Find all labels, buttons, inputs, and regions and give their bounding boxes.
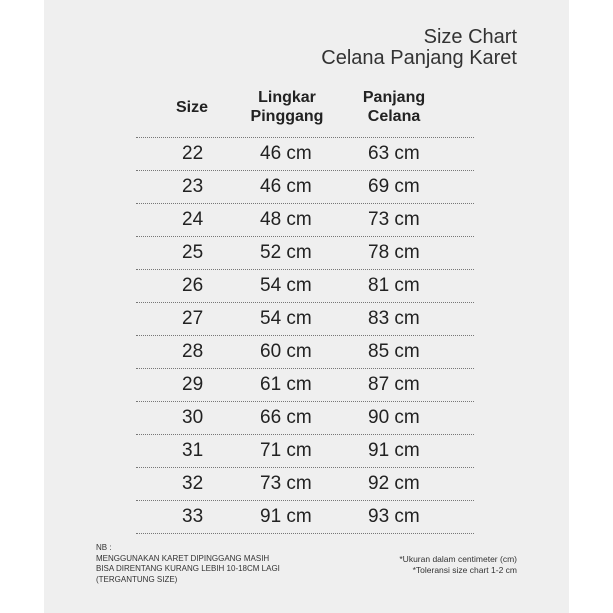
- cell-size: 27: [182, 308, 204, 329]
- table-body: [136, 137, 474, 534]
- cell-size: 25: [182, 242, 204, 263]
- cell-length: 63 cm: [368, 143, 420, 164]
- cell-waist: 73 cm: [260, 473, 312, 494]
- header-size: Size: [176, 99, 209, 116]
- table-row: [136, 269, 474, 302]
- cell-length: 93 cm: [368, 506, 420, 527]
- cell-length: 73 cm: [368, 209, 420, 230]
- cell-length: 85 cm: [368, 341, 420, 362]
- cell-waist: 54 cm: [260, 308, 312, 329]
- table-row: [136, 500, 474, 534]
- cell-length: 91 cm: [368, 440, 420, 461]
- header-waist: [244, 88, 330, 126]
- table-row: [136, 401, 474, 434]
- cell-waist: 54 cm: [260, 275, 312, 296]
- cell-size: 33: [182, 506, 204, 527]
- cell-length: 81 cm: [368, 275, 420, 296]
- cell-size: 26: [182, 275, 204, 296]
- cell-size: 22: [182, 143, 204, 164]
- table-row: [136, 335, 474, 368]
- cell-size: 23: [182, 176, 204, 197]
- table-header: [136, 88, 474, 136]
- cell-size: 31: [182, 440, 204, 461]
- chart-subtitle: Celana Panjang Karet: [321, 47, 517, 69]
- cell-length: 87 cm: [368, 374, 420, 395]
- header-length-line1: Panjang: [362, 89, 426, 106]
- note-line: BISA DIRENTANG KURANG LEBIH 10-18CM LAGI: [96, 564, 280, 573]
- table-row: [136, 467, 474, 500]
- cell-waist: 71 cm: [260, 440, 312, 461]
- table-row: [136, 368, 474, 401]
- table-row: [136, 203, 474, 236]
- cell-waist: 66 cm: [260, 407, 312, 428]
- cell-waist: 48 cm: [260, 209, 312, 230]
- cell-size: 29: [182, 374, 204, 395]
- note-line: MENGGUNAKAN KARET DIPINGGANG MASIH: [96, 553, 270, 563]
- cell-length: 92 cm: [368, 473, 420, 494]
- cell-size: 28: [182, 341, 204, 362]
- footnote-unit: *Ukuran dalam centimeter (cm): [399, 554, 517, 564]
- cell-waist: 46 cm: [260, 143, 312, 164]
- cell-length: 90 cm: [368, 407, 420, 428]
- header-waist-line2: Pinggang: [250, 108, 324, 125]
- cell-length: 78 cm: [368, 242, 420, 263]
- note-line: (TERGANTUNG SIZE): [96, 574, 178, 584]
- header-length: [358, 88, 430, 126]
- header-waist-line1: Lingkar: [258, 89, 316, 106]
- cell-waist: 61 cm: [260, 374, 312, 395]
- table-row: [136, 137, 474, 170]
- cell-waist: 52 cm: [260, 242, 312, 263]
- cell-size: 30: [182, 407, 204, 428]
- note-label: NB :: [96, 543, 112, 552]
- note-block: [96, 543, 280, 585]
- cell-waist: 91 cm: [260, 506, 312, 527]
- table-row: [136, 236, 474, 269]
- cell-size: 32: [182, 473, 204, 494]
- table-row: [136, 170, 474, 203]
- cell-size: 24: [182, 209, 204, 230]
- cell-length: 83 cm: [368, 308, 420, 329]
- cell-waist: 46 cm: [260, 176, 312, 197]
- footnotes: [399, 554, 517, 576]
- footnote-tolerance: *Toleransi size chart 1-2 cm: [412, 565, 517, 575]
- cell-length: 69 cm: [368, 176, 420, 197]
- table-row: [136, 302, 474, 335]
- chart-title: Size Chart: [423, 26, 517, 48]
- header-length-line2: Celana: [367, 108, 421, 125]
- table-row: [136, 434, 474, 467]
- cell-waist: 60 cm: [260, 341, 312, 362]
